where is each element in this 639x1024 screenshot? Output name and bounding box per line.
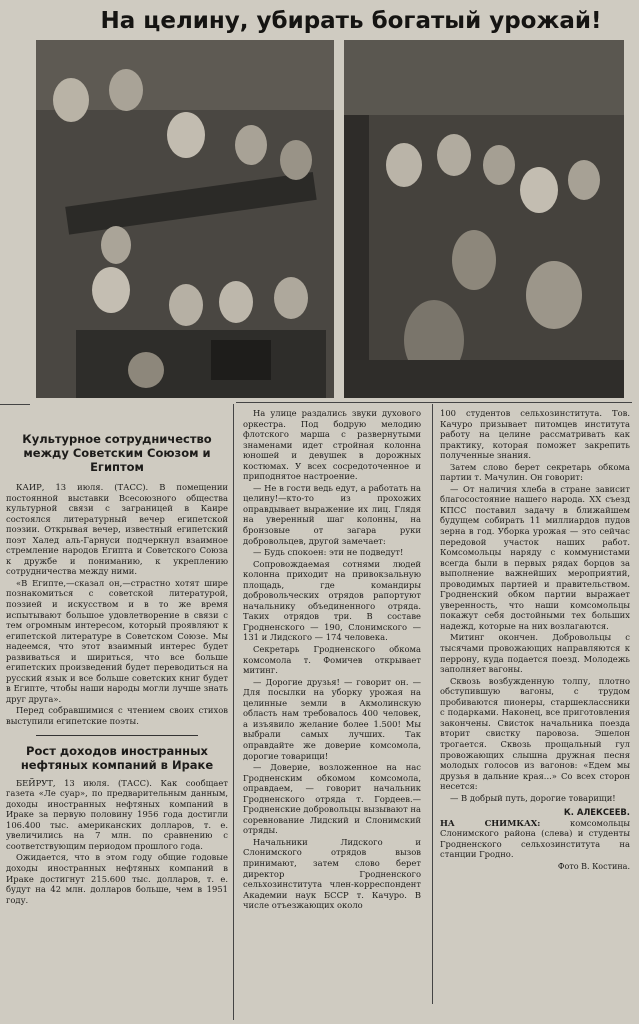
photo-caption-text: комсомольцы Слонимского района (слева) и студенты Гродненского сельхозинститута на станции Гродно. <box>440 817 630 860</box>
photo-caption <box>440 818 630 860</box>
photo-left-image <box>36 40 334 398</box>
article-main-paragraph: — В добрый путь, дорогие товарищи! <box>450 792 616 803</box>
article-culture-paragraph: «В Египте,—сказал он,—страстно хотят шире познакомиться с советской литературой, поэзией и искусством и в то же время испытывают большое удовлетворение в связи с тем огромным интересом, который проявляют к египетской литературе в Советском Союзе. Мы надеемся, что этот взаимный интерес будет развиваться и шириться, что все больше египетских произведений будет переводиться на русский язык и все больше советских книг будет в Египте, чтобы наши народы могли лучше знать друг друга». <box>6 577 228 704</box>
article-main-paragraph: Секретарь Гродненского обкома комсомола т. Фомичев открывает митинг. <box>243 644 421 676</box>
top-rule-left <box>0 404 30 405</box>
column-rule-1 <box>233 404 234 1020</box>
column-right <box>440 408 630 873</box>
photo-credit: Фото В. Костина. <box>557 861 630 871</box>
article-main-paragraph: 100 студентов сельхозинститута. Тов. Качуро призывает питомцев института работу на целине рассматривать как практику, которая поможет закрепить полученные знания. <box>440 408 630 461</box>
author-signature: К. АЛЕКСЕЕВ. <box>563 807 630 818</box>
article-culture-title: Культурное сотрудничество между Советским Союзом и Египтом <box>22 432 212 474</box>
column-left <box>6 432 228 906</box>
article-main-paragraph: — Не в гости ведь едут, а работать на целину!—кто-то из прохожих оправдывает выражение их лиц. Глядя на уверенный шаг колонны, на бронзовые от загара руки добровольцев, другой замечает: <box>243 482 421 546</box>
photo-left-komsomol-volunteers <box>36 40 334 398</box>
article-oil-paragraph: БЕЙРУТ, 13 июля. (ТАСС). Как сообщает газета «Ле суар», по предварительным данным, доходы иностранных нефтяных компаний в Ираке за первую половину 1956 года достигли 106.400 тыс. американских долларов, т. е. увеличились на 7 млн. по сравнению с соответствующим периодом прошлого года. <box>6 777 228 851</box>
top-rule-right <box>236 402 632 403</box>
article-main-paragraph: Сопровождаемая сотнями людей колонна приходит на привокзальную площадь, где командиры добровольческих отрядов рапортуют начальнику объединенного отряда. Таких отрядов три. В составе Гродненского — 190, Слонимского — 131 и Лидского — 174 человека. <box>243 558 421 643</box>
article-main-paragraph: На улице раздались звуки духового оркестра. Под бодрую мелодию флотского марша с развернутыми знаменами идет стройная колонна юношей и девушек в дорожных костюмах. У всех сосредоточенное и приподнятое настроение. <box>243 408 421 482</box>
photo-caption-label: НА СНИМКАХ: <box>440 817 541 828</box>
article-main-paragraph: Затем слово берет секретарь обкома партии т. Мачулин. Он говорит: <box>440 461 630 483</box>
article-culture-paragraph: Перед собравшимися с чтением своих стихов выступили египетские поэты. <box>6 705 228 727</box>
photo-right-image <box>344 40 624 398</box>
article-main-paragraph: — От наличия хлеба в стране зависит благосостояние нашего народа. XX съезд КПСС поставил задачу в ближайшем будущем собирать 11 миллиардов пудов зерна в год. Уборка урожая — это сейчас передовой участок наших работ. Комсомольцы наряду с коммунистами всегда были в первых рядах борцов за выполнение важнейших мероприятий, проводимых партией и правительством. Гродненский обком партии выражает уверенность, что наши комсомольцы покажут себя достойными тех больших надежд, которые на них возлагаются. <box>440 483 630 631</box>
article-culture-paragraph: КАИР, 13 июля. (ТАСС). В помещении постоянной выставки Всесоюзного общества культурной связи с заграницей в Каире состоялся литературный вечер египетской поэзии. Открывая вечер, известный египетский поэт Халед аль-Гарнуси подчеркнул взаимное стремление народов Египта и Советского Союза к дружбе и пониманию, к укреплению сотрудничества между ними. <box>6 482 228 577</box>
article-main-paragraph: Митинг окончен. Добровольцы с тысячами провожающих направляются к перрону, куда подается поезд. Молодежь заполняет вагоны. <box>440 632 630 675</box>
article-divider <box>36 735 198 736</box>
article-main-paragraph: — Будь спокоен: эти не подведут! <box>253 547 404 558</box>
article-oil-paragraph: Ожидается, что в этом году общие годовые доходы иностранных нефтяных компаний в Ираке достигнут 215.600 тыс. долларов, т. е. будут на 42 млн. долларов больше, чем в 1951 году. <box>6 852 228 905</box>
article-main-paragraph: Начальники Лидского и Слонимского отрядов вызов принимают, затем слово берет директор Гродненского сельхозинститута член-корреспондент Академии наук БССР т. Качуро. В числе отъезжающих около <box>243 836 421 911</box>
article-oil-title: Рост доходов иностранных нефтяных компаний в Ираке <box>20 743 214 772</box>
article-main-paragraph: Сквозь возбужденную толпу, плотно обступившую вагоны, с трудом пробиваются пионеры, старшеклассники с подарками. Наконец, все приготовления закончены. Свисток начальника поезда вторит свистку паровоза. Эшелон трогается. Сквозь прощальный гул провожающих слышна дружная песня молодых голосов из вагонов: «Едем мы друзья в дальние края...» Со всех сторон несется: <box>440 675 630 792</box>
column-middle <box>243 408 421 912</box>
page-headline: На целину, убирать богатый урожай! <box>100 8 602 34</box>
column-rule-2 <box>432 404 433 1004</box>
photo-right-students-at-station <box>344 40 624 398</box>
article-main-paragraph: — Дорогие друзья! — говорит он. — Для посылки на уборку урожая на целинные земли в Акмолинскую область нам требовалось 400 человек, а изъявило желание более 1.500! Мы выбрали самых лучших. Так оправдайте же доверие комсомола, дорогие товарищи! <box>243 676 421 761</box>
article-main-paragraph: — Доверие, возложенное на нас Гродненским обкомом комсомола, оправдаем, — говорит начальник Гродненского отряда т. Гордеев.—Гродненские добровольцы вызывают на соревнование Лидский и Слонимский отряды. <box>243 762 421 836</box>
